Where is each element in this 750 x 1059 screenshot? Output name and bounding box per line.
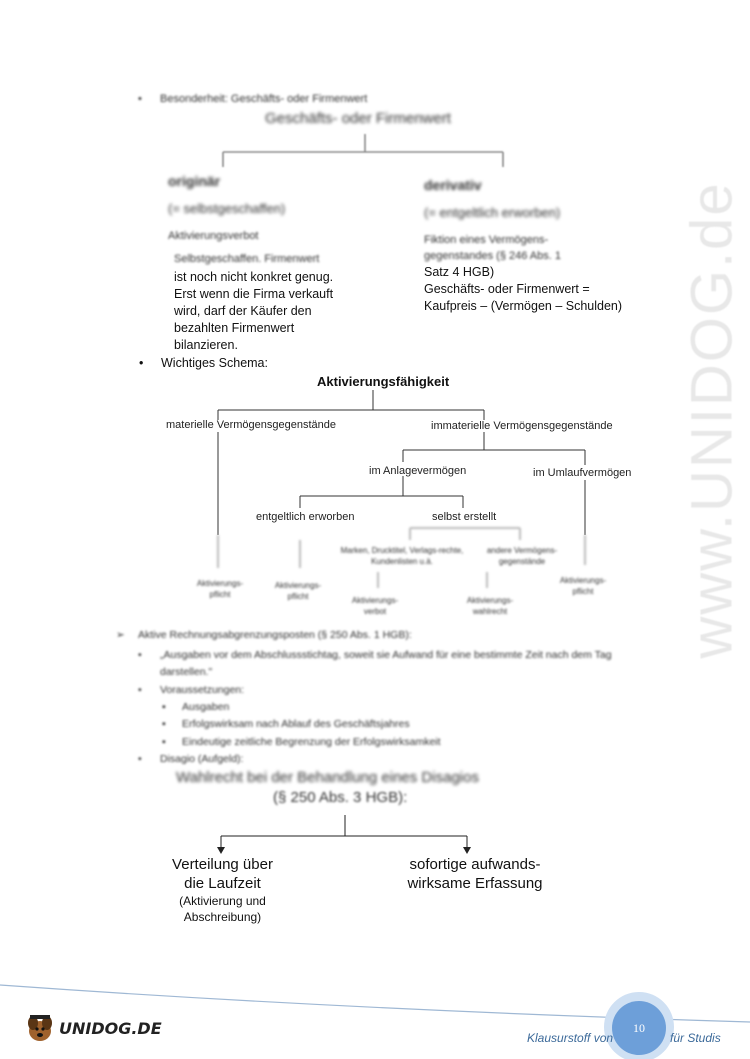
verteilung-sub: (Aktivierung und [179, 894, 266, 908]
note-line: ist noch nicht konkret genug. [174, 270, 334, 284]
voraus-item: ▪ Eindeutige zeitliche Begrenzung der Erfolgswirksamkeit [162, 736, 441, 748]
rap-quote: • „Ausgaben vor dem Abschlussstichtag, soweit sie Aufwand für eine bestimmte Zeit nach dem Tag darstellen." [138, 649, 612, 678]
verteilung-sub: Abschreibung) [183, 910, 262, 924]
voraus-item: ▪ Ausgaben [162, 701, 230, 713]
derivativ-line: Kaufpreis – (Vermögen – Schulden) [424, 299, 623, 313]
wahlrecht-label: Aktivierungs-wahlrecht [466, 596, 514, 616]
pflicht-label-3: Aktivierungs-pflicht [559, 576, 607, 596]
note-line: wird, darf der Käufer den [174, 304, 312, 318]
note-line: bilanzieren. [174, 338, 238, 352]
gfw-diagram-title: Geschäfts- oder Firmenwert [265, 110, 451, 127]
rap-heading: ➢ Aktive Rechnungsabgrenzungsposten (§ 250 Abs. 1 HGB): [116, 629, 412, 641]
page-number: 10 [633, 1021, 645, 1035]
entgeltlich-label: entgeltlich erworben [256, 511, 355, 523]
verteilung-line: Verteilung über [172, 856, 273, 873]
derivativ-title: derivativ [424, 177, 482, 193]
derivativ-line: Satz 4 HGB) [424, 265, 495, 279]
immaterielle-label: immaterielle Vermögensgegenstände [431, 420, 613, 432]
watermark: www.UNIDOG.de [679, 181, 745, 659]
disagio-title-1: Wahlrecht bei der Behandlung eines Disagios [176, 769, 479, 786]
disagio-label: • Disagio (Aufgeld): [138, 753, 244, 765]
originaer-note-blur: Selbstgeschaffen. Firmenwert [174, 253, 320, 265]
verbot-label: Aktivierungs-verbot [351, 596, 399, 616]
disagio-title-2: (§ 250 Abs. 3 HGB): [273, 789, 408, 806]
pflicht-label-1: Aktivierungs-pflicht [196, 579, 244, 599]
originaer-sub: (= selbstgeschaffen) [168, 201, 286, 216]
logo-text: UNIDOG.DE [59, 1018, 162, 1038]
selbst-label: selbst erstellt [432, 511, 497, 523]
note-line: Erst wenn die Firma verkauft [174, 287, 334, 301]
aktivierung-title: Aktivierungsfähigkeit [317, 374, 450, 389]
materielle-label: materielle Vermögensgegenstände [166, 419, 337, 431]
sofortige-line: sofortige aufwands- [409, 856, 541, 873]
bullet-geschaeftswert: • Besonderheit: Geschäfts- oder Firmenwert [138, 93, 368, 105]
voraus-item: ▪ Erfolgswirksam nach Ablauf des Geschäftsjahres [162, 718, 410, 730]
anlage-label: im Anlagevermögen [369, 465, 467, 477]
voraus-label: • Voraussetzungen: [138, 684, 245, 696]
footer-text-right: für Studis [670, 1031, 721, 1045]
note-line: bezahlten Firmenwert [174, 321, 295, 335]
originaer-title: originär [168, 173, 221, 189]
andere-label: andere Vermögens-gegenstände [486, 546, 558, 566]
footer-logo [24, 1013, 162, 1043]
pflicht-label-2: Aktivierungs-pflicht [274, 581, 322, 601]
umlauf-label: im Umlaufvermögen [533, 467, 632, 479]
derivativ-sub: (= entgeltlich erworben) [424, 205, 561, 220]
marken-label: Marken, Drucktitel, Verlags-rechte, Kundenlisten u.ä. [340, 546, 464, 566]
sofortige-line: wirksame Erfassung [407, 875, 543, 892]
derivativ-line: Geschäfts- oder Firmenwert = [424, 282, 590, 296]
derivativ-blur-lines: Fiktion eines Vermögens- gegenstandes (§ 246 Abs. 1 [424, 234, 561, 262]
originaer-status: Aktivierungsverbot [168, 230, 259, 242]
dog-logo-icon [24, 1013, 56, 1043]
footer-text-left: Klausurstoff von [527, 1031, 614, 1045]
bullet-schema: • Wichtiges Schema: [139, 356, 268, 370]
verteilung-line: die Laufzeit [184, 875, 261, 892]
